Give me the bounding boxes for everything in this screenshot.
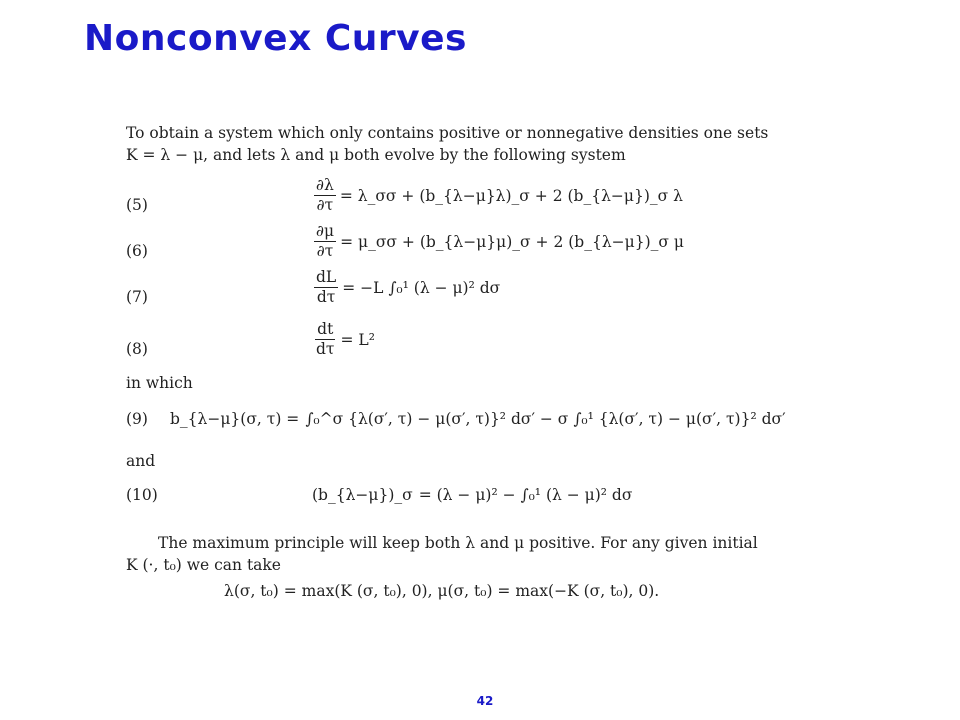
equation-9-number: (9) (126, 410, 148, 428)
equation-5 (314, 176, 683, 215)
equation-6-lhs (314, 222, 336, 261)
equation-5-lhs (314, 176, 336, 215)
slide-title: Nonconvex Curves (84, 18, 467, 59)
equation-10 (312, 484, 632, 506)
equation-10-lhs: (b_{λ−μ})_σ (312, 486, 413, 504)
closing-line-1: The maximum principle will keep both λ and μ positive. For any given initial (158, 534, 758, 552)
equation-8-number: (8) (126, 340, 148, 358)
intro-line-1: To obtain a system which only contains positive or nonnegative densities one sets (126, 124, 769, 142)
equation-7-lhs-numerator: dL (316, 268, 337, 286)
initial-condition-formula: λ(σ, t₀) = max(K (σ, t₀), 0), μ(σ, t₀) = max(−K (σ, t₀), 0). (224, 582, 660, 600)
equation-5-rhs: = λ_σσ + (b_{λ−μ}λ)_σ + 2 (b_{λ−μ})_σ λ (339, 186, 683, 205)
equation-7 (314, 268, 500, 307)
equation-10-rhs: = (λ − μ)² − ∫₀¹ (λ − μ)² dσ (418, 486, 633, 504)
equation-8-lhs (314, 320, 337, 359)
equation-10-number: (10) (126, 486, 158, 504)
equation-5-number: (5) (126, 196, 148, 214)
intro-line-2: K = λ − μ, and lets λ and μ both evolve by the following system (126, 146, 626, 164)
in-which-text: in which (126, 374, 193, 392)
equation-6-rhs: = μ_σσ + (b_{λ−μ}μ)_σ + 2 (b_{λ−μ})_σ μ (340, 232, 684, 251)
closing-line-2: K (·, t₀) we can take (126, 556, 281, 574)
equation-9-rhs: ∫₀^σ {λ(σ′, τ) − μ(σ′, τ)}² dσ′ − σ ∫₀¹ {λ(σ′, τ) − μ(σ′, τ)}² dσ′ (305, 410, 786, 428)
equation-7-rhs: = −L ∫₀¹ (λ − μ)² dσ (342, 278, 501, 297)
equation-5-lhs-numerator: ∂λ (316, 176, 334, 194)
equation-9-lhs: b_{λ−μ}(σ, τ) = (170, 410, 300, 428)
equation-6-number: (6) (126, 242, 148, 260)
equation-6-lhs-numerator: ∂μ (316, 222, 335, 240)
equation-6 (314, 222, 684, 261)
equation-8-rhs: = L² (340, 330, 375, 349)
equation-7-number: (7) (126, 288, 148, 306)
equation-7-lhs-denominator: dτ (316, 288, 336, 306)
and-text: and (126, 452, 156, 470)
equation-7-lhs (314, 268, 338, 307)
page-number: 42 (476, 694, 494, 708)
equation-9 (170, 408, 786, 430)
equation-8-lhs-denominator: dτ (316, 340, 335, 358)
equation-8 (314, 320, 375, 359)
equation-5-lhs-denominator: ∂τ (316, 196, 334, 214)
equation-6-lhs-denominator: ∂τ (316, 242, 334, 260)
equation-8-lhs-numerator: dt (317, 320, 334, 338)
